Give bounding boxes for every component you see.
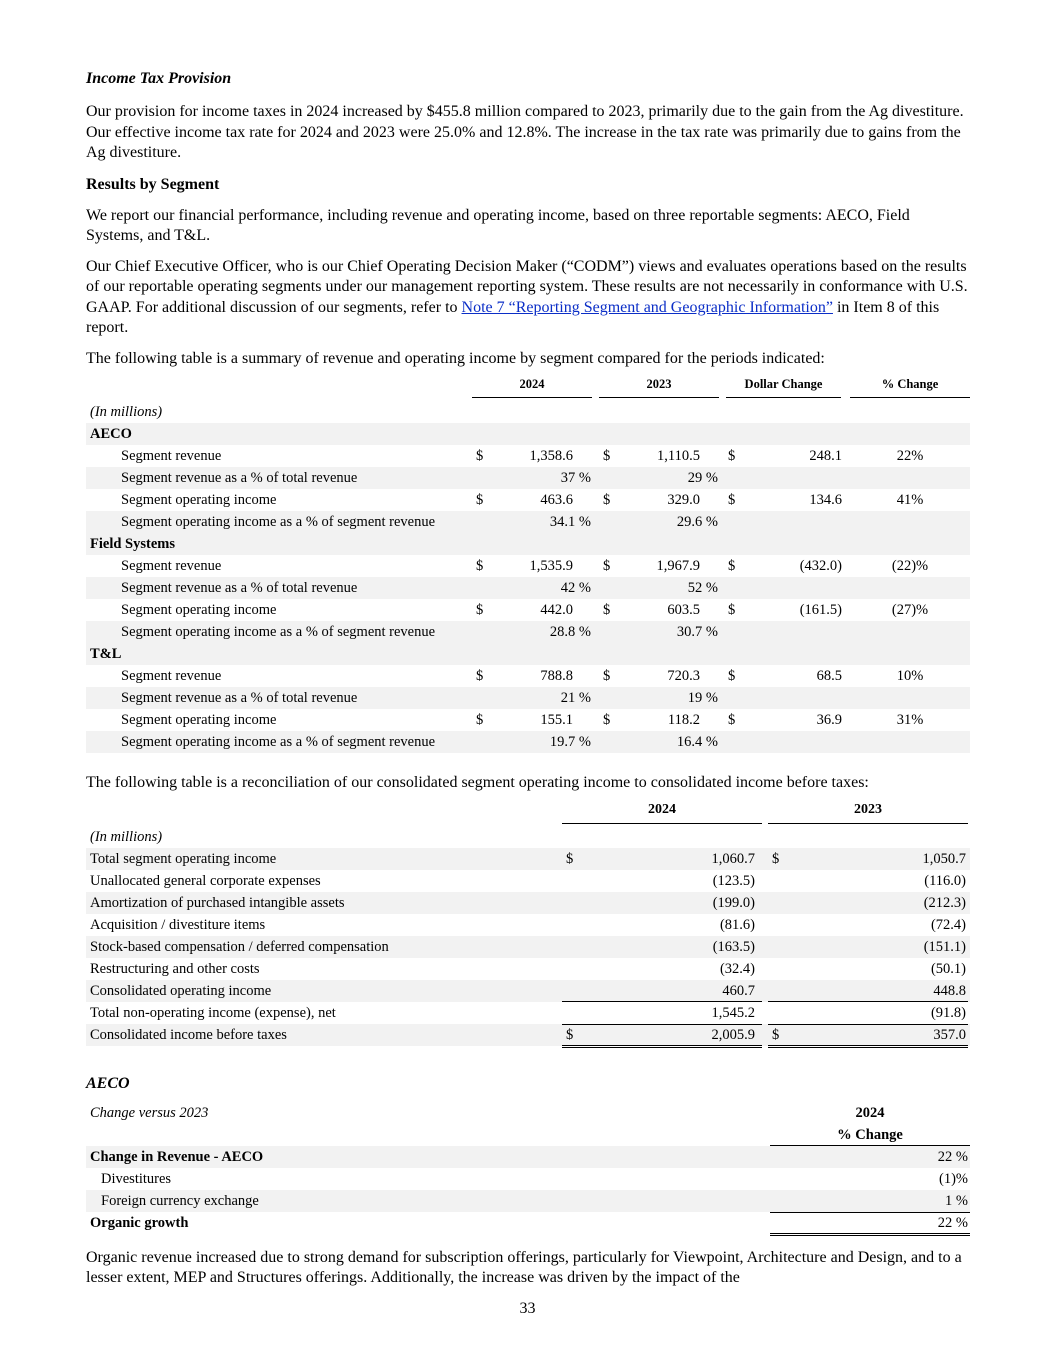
dollar-sign: $	[728, 602, 736, 618]
dollar-sign: $	[728, 668, 736, 684]
value-2023: (212.3)	[923, 894, 966, 911]
dollar-sign: $	[728, 448, 736, 464]
row-label: Segment revenue as a % of total revenue	[121, 580, 358, 596]
row-label: Foreign currency exchange	[101, 1192, 259, 1209]
segment-data-row	[86, 621, 970, 643]
row-label: Segment revenue as a % of total revenue	[121, 470, 358, 486]
segment-group-row	[86, 533, 970, 555]
value-2023: 1,050.7	[922, 850, 966, 867]
row-label: Segment revenue	[121, 558, 222, 574]
segment-data-row	[86, 555, 970, 577]
dollar-sign: $	[728, 558, 736, 574]
unit-label: (In millions)	[90, 828, 163, 845]
pct-of-total-2023: 19 %	[687, 690, 718, 706]
row-label: Divestitures	[101, 1170, 172, 1187]
value-2023: (72.4)	[930, 916, 966, 933]
dollar-sign: $	[566, 850, 574, 867]
header-2024: 2024	[472, 377, 592, 392]
pct-change-value: (27)%	[891, 602, 929, 618]
aeco-table	[86, 1102, 970, 1234]
dollar-sign: $	[476, 712, 484, 728]
value-2023: 118.2	[667, 712, 700, 728]
pct-change-value: 31%	[896, 712, 924, 728]
recon-data-row	[86, 848, 970, 870]
aeco-value: (1)%	[939, 1170, 968, 1187]
pct-of-total-2024: 42 %	[560, 580, 591, 596]
aeco-heading: AECO	[86, 1074, 130, 1092]
segment-table-body	[86, 401, 970, 753]
value-2023: 720.3	[667, 668, 700, 684]
aeco-total-top-rule	[770, 1212, 970, 1213]
value-2024: 2,005.9	[711, 1026, 755, 1043]
segment-group-name: T&L	[90, 646, 122, 662]
dollar-change-value: (161.5)	[799, 602, 842, 618]
recon-header-2024: 2024	[562, 802, 762, 818]
segment-group-name: Field Systems	[90, 536, 175, 552]
segment-data-row	[86, 577, 970, 599]
header-dollar-change: Dollar Change	[726, 377, 841, 392]
value-2024: (199.0)	[712, 894, 755, 911]
dollar-sign: $	[603, 602, 611, 618]
aeco-col-row	[86, 1124, 970, 1146]
pct-of-total-2023: 52 %	[687, 580, 718, 596]
row-label: Restructuring and other costs	[90, 960, 260, 977]
segments-paragraph-3: The following table is a summary of revenue and operating income by segment compared for the periods indicated:	[86, 349, 825, 367]
dollar-sign: $	[603, 558, 611, 574]
segment-group-name: AECO	[90, 426, 132, 442]
row-label: Segment operating income	[121, 492, 277, 508]
value-2023: 1,110.5	[657, 448, 700, 464]
value-2023: 448.8	[933, 982, 966, 999]
value-2024: 1,358.6	[529, 448, 573, 464]
segment-group-row	[86, 423, 970, 445]
recon-unit-row	[86, 826, 970, 848]
aeco-col-label: % Change	[837, 1126, 903, 1143]
segment-unit-row	[86, 401, 970, 423]
segment-data-row	[86, 467, 970, 489]
dollar-sign: $	[603, 668, 611, 684]
value-2023: 1,967.9	[656, 558, 700, 574]
aeco-value: 22 %	[937, 1148, 968, 1165]
dollar-change-value: 248.1	[809, 448, 842, 464]
header-pct-change: % Change	[850, 377, 970, 392]
pct-of-total-2024: 21 %	[560, 690, 591, 706]
segment-data-row	[86, 511, 970, 533]
row-label: Organic growth	[90, 1214, 189, 1231]
note-7-link[interactable]: Note 7 “Reporting Segment and Geographic Information”	[461, 298, 833, 316]
recon-data-row	[86, 936, 970, 958]
recon-header-2023: 2023	[768, 802, 968, 818]
aeco-col-year: 2024	[855, 1104, 885, 1121]
segment-data-row	[86, 665, 970, 687]
recon-data-row	[86, 892, 970, 914]
aeco-closing-paragraph: Organic revenue increased due to strong demand for subscription offerings, particularly for Viewpoint, Architecture and Design, and to a lesser extent, MEP and Structures offerings. Additionally, the increase was driven by the impact of the	[86, 1248, 962, 1286]
header-2023: 2023	[599, 377, 719, 392]
dollar-sign: $	[728, 712, 736, 728]
aeco-data-row	[86, 1190, 970, 1212]
pct-change-value: 22%	[896, 448, 924, 464]
dollar-sign: $	[728, 492, 736, 508]
aeco-data-row	[86, 1168, 970, 1190]
segment-data-row	[86, 709, 970, 731]
pct-of-total-2024: 34.1 %	[549, 514, 591, 530]
recon-data-row	[86, 980, 970, 1002]
row-label: Segment operating income as a % of segment revenue	[121, 624, 436, 640]
aeco-sub-label: Change versus 2023	[90, 1104, 209, 1121]
row-label: Total segment operating income	[90, 850, 277, 867]
dollar-sign: $	[603, 448, 611, 464]
value-2024: 155.1	[540, 712, 573, 728]
aeco-table-body	[86, 1146, 970, 1234]
pct-change-value: 10%	[896, 668, 924, 684]
aeco-sub-row	[86, 1102, 970, 1124]
row-label: Total non-operating income (expense), net	[90, 1004, 336, 1021]
row-label: Segment revenue as a % of total revenue	[121, 690, 358, 706]
dollar-change-value: 134.6	[809, 492, 842, 508]
dollar-change-value: 68.5	[816, 668, 842, 684]
value-2023: 603.5	[667, 602, 700, 618]
pct-of-total-2023: 29 %	[687, 470, 718, 486]
segment-data-row	[86, 687, 970, 709]
row-label: Change in Revenue - AECO	[90, 1148, 264, 1165]
value-2024: 463.6	[540, 492, 573, 508]
dollar-sign: $	[566, 1026, 574, 1043]
document-page	[86, 68, 970, 1299]
segments-paragraph-2-start: Our Chief Executive Officer, who is our Chief Operating Decision Maker (“CODM”) views and evaluates operations based on the results of our reportable operating segments under our management reporting system. These results are not necessarily in conformance with U.S. GAAP. For additional discussion of our segments, refer to	[86, 257, 968, 316]
dollar-change-value: 36.9	[816, 712, 842, 728]
pct-of-total-2024: 37 %	[560, 470, 591, 486]
value-2024: 788.8	[540, 668, 573, 684]
income-tax-paragraph: Our provision for income taxes in 2024 increased by $455.8 million compared to 2023, primarily due to the gain from the Ag divestiture. Our effective income tax rate for 2024 and 2023 were 25.0% and 12.8%. The increase in the tax rate was primarily due to gains from the Ag divestiture.	[86, 103, 964, 161]
recon-data-row	[86, 914, 970, 936]
aeco-value: 1 %	[945, 1192, 968, 1209]
row-label: Consolidated income before taxes	[90, 1026, 287, 1043]
value-2023: (151.1)	[923, 938, 966, 955]
pct-of-total-2023: 30.7 %	[676, 624, 718, 640]
total-top-rule-2024	[562, 1024, 762, 1025]
segment-data-row	[86, 599, 970, 621]
row-label: Stock-based compensation / deferred compensation	[90, 938, 389, 955]
value-2024: 1,060.7	[711, 850, 755, 867]
recon-data-row	[86, 1024, 970, 1046]
value-2023: 329.0	[667, 492, 700, 508]
aeco-total-double-rule	[770, 1231, 970, 1236]
value-2024: 460.7	[722, 982, 755, 999]
row-label: Segment operating income	[121, 712, 277, 728]
pct-of-total-2023: 29.6 %	[676, 514, 718, 530]
segment-data-row	[86, 731, 970, 753]
dollar-sign: $	[603, 492, 611, 508]
recon-table-body	[86, 826, 970, 1046]
row-label: Segment operating income	[121, 602, 277, 618]
dollar-sign: $	[772, 850, 780, 867]
row-label: Amortization of purchased intangible assets	[90, 894, 345, 911]
segment-group-row	[86, 643, 970, 665]
value-2023: (116.0)	[924, 872, 966, 889]
value-2024: 1,545.2	[711, 1004, 755, 1021]
value-2024: (32.4)	[719, 960, 755, 977]
row-label: Segment revenue	[121, 448, 222, 464]
recon-intro: The following table is a reconciliation of our consolidated segment operating income to consolidated income before taxes:	[86, 774, 869, 791]
total-top-rule-2023	[768, 1024, 968, 1025]
value-2024: (163.5)	[712, 938, 755, 955]
row-label: Unallocated general corporate expenses	[90, 872, 321, 889]
row-label: Segment operating income as a % of segment revenue	[121, 514, 436, 530]
recon-data-row	[86, 1002, 970, 1024]
row-label: Consolidated operating income	[90, 982, 272, 999]
pct-of-total-2024: 28.8 %	[549, 624, 591, 640]
value-2023: (91.8)	[930, 1004, 966, 1021]
dollar-sign: $	[476, 668, 484, 684]
pct-change-value: 41%	[896, 492, 924, 508]
pct-change-value: (22)%	[891, 558, 929, 574]
value-2024: (123.5)	[712, 872, 755, 889]
row-label: Segment revenue	[121, 668, 222, 684]
total-double-rule-2023	[768, 1043, 968, 1048]
segment-data-row	[86, 489, 970, 511]
dollar-sign: $	[476, 492, 484, 508]
value-2023: 357.0	[933, 1026, 966, 1043]
dollar-sign: $	[476, 448, 484, 464]
segment-data-row	[86, 445, 970, 467]
dollar-sign: $	[476, 558, 484, 574]
dollar-sign: $	[603, 712, 611, 728]
total-double-rule-2024	[562, 1043, 762, 1048]
dollar-sign: $	[772, 1026, 780, 1043]
page-number: 33	[519, 1300, 536, 1317]
recon-table-header	[86, 802, 970, 826]
value-2023: (50.1)	[930, 960, 966, 977]
aeco-data-row	[86, 1146, 970, 1168]
pct-of-total-2023: 16.4 %	[676, 734, 718, 750]
recon-data-row	[86, 870, 970, 892]
income-tax-heading: Income Tax Provision	[86, 70, 232, 87]
dollar-sign: $	[476, 602, 484, 618]
results-by-segment-heading: Results by Segment	[86, 175, 220, 193]
recon-data-row	[86, 958, 970, 980]
segments-paragraph-2-end: in Item 8 of this report.	[86, 298, 940, 336]
segments-paragraph-1: We report our financial performance, including revenue and operating income, based on three reportable segments: AECO, Field Systems, and T&L.	[86, 206, 910, 244]
pct-of-total-2024: 19.7 %	[549, 734, 591, 750]
segments-paragraph-2	[86, 257, 970, 339]
row-label: Acquisition / divestiture items	[90, 916, 266, 933]
aeco-value: 22 %	[937, 1214, 968, 1231]
value-2024: (81.6)	[719, 916, 755, 933]
row-label: Segment operating income as a % of segment revenue	[121, 734, 436, 750]
segment-table-header	[86, 375, 970, 401]
aeco-data-row	[86, 1212, 970, 1234]
segment-summary-table	[86, 375, 970, 753]
value-2024: 442.0	[540, 602, 573, 618]
unit-label: (In millions)	[90, 404, 163, 420]
value-2024: 1,535.9	[529, 558, 573, 574]
reconciliation-table	[86, 802, 970, 1046]
dollar-change-value: (432.0)	[799, 558, 842, 574]
